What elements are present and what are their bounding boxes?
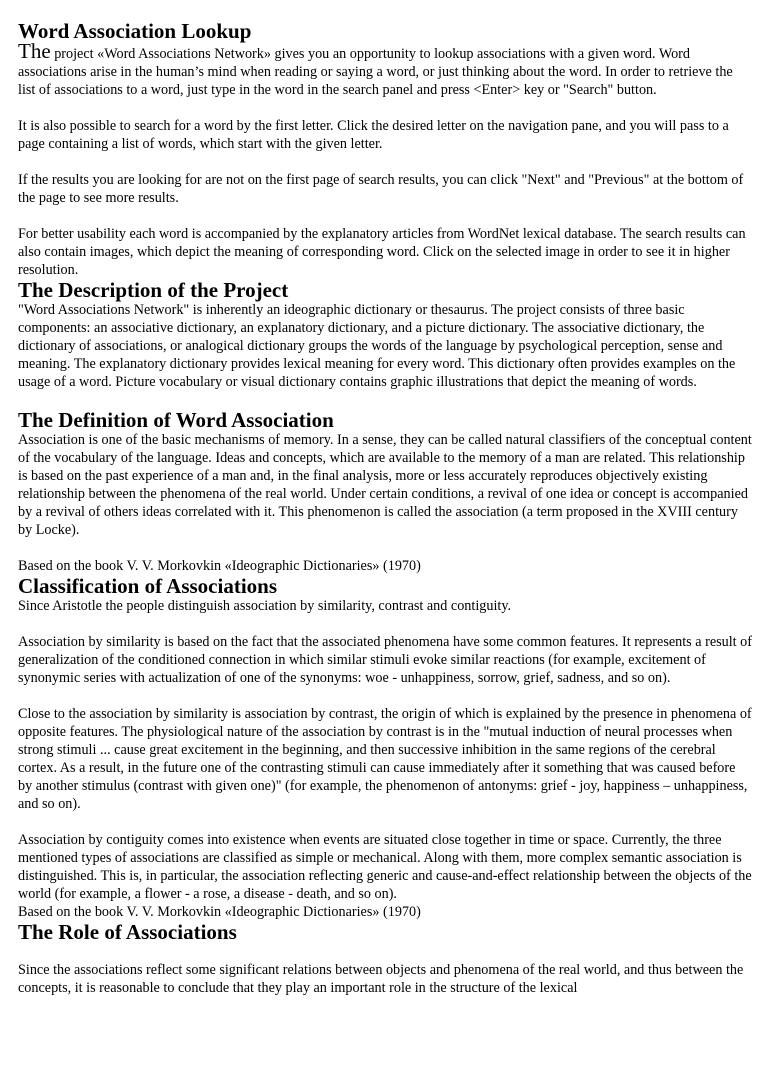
intro-paragraph [18, 39, 752, 99]
intro-paragraph-text: project «Word Associations Network» gives you an opportunity to lookup associations with a given word. Word associations arise in the human’s mind when reading or saying a word, or just thinking about the word. In order to retrieve the list of associations to a word, just type in the word in the search panel and press <Enter> key or "Search" button. [18, 46, 733, 98]
role-paragraph: Since the associations reflect some significant relations between objects and phenomena of the real world, and thus between the concepts, it is reasonable to conclude that they play an important role in the structure of the lexical [18, 962, 744, 996]
similarity-paragraph: Association by similarity is based on the fact that the associated phenomena have some common features. It represents a result of generalization of the conditioned connection in which similar stimuli evoke similar reactions (for example, excitement of synonymic series with actualization of one of the synonyms: woe - unhappiness, sorrow, grief, sadness, and so on). [18, 634, 752, 686]
section-heading-role: The Role of Associations [18, 920, 237, 944]
document-page [18, 20, 752, 997]
section-heading-word-association-lookup: Word Association Lookup [18, 19, 252, 43]
description-paragraph: "Word Associations Network" is inherently an ideographic dictionary or thesaurus. The project consists of three basic components: an associative dictionary, an explanatory dictionary, and a picture dictionary. The associative dictionary, the dictionary of associations, or analogical dictionary groups the words of the language by psychological perception, sense and meaning. The explanatory dictionary provides lexical meaning for every word. This dictionary often provides examples on the usage of a word. Picture vocabulary or visual dictionary contains graphic illustrations that depict the meaning of words. [18, 302, 736, 390]
section-heading-classification: Classification of Associations [18, 574, 278, 598]
section-heading-definition: The Definition of Word Association [18, 408, 334, 432]
intro-first-word: The [18, 39, 51, 63]
classification-source: Based on the book V. V. Morkovkin «Ideographic Dictionaries» (1970) [18, 904, 421, 920]
section-heading-description: The Description of the Project [18, 278, 289, 302]
definition-source: Based on the book V. V. Morkovkin «Ideographic Dictionaries» (1970) [18, 558, 421, 574]
search-by-letter-paragraph: It is also possible to search for a word by the first letter. Click the desired letter on the navigation pane, and you will pass to a page containing a list of words, which start with the given letter. [18, 118, 729, 152]
contrast-paragraph: Close to the association by similarity is association by contrast, the origin of which is explained by the presence in phenomena of opposite features. The physiological nature of the association by contrast is in the "mutual induction of neural processes when strong stimuli ... cause great excitement in the beginning, and then successive inhibition in the same regions of the cerebral cortex. As a result, in the future one of the contrasting stimuli can cause immediately after it something that was caused before by another stimulus (contrast with given one)" (for example, the phenomenon of antonyms: grief - joy, happiness – unhappiness, and so on). [18, 706, 752, 812]
classification-intro-paragraph: Since Aristotle the people distinguish association by similarity, contrast and contiguity. [18, 598, 512, 614]
usability-paragraph: For better usability each word is accompanied by the explanatory articles from WordNet lexical database. The search results can also contain images, which depict the meaning of corresponding word. Click on the selected image in order to see it in higher resolution. [18, 226, 746, 278]
definition-paragraph: Association is one of the basic mechanisms of memory. In a sense, they can be called natural classifiers of the conceptual content of the vocabulary of the language. Ideas and concepts, which are available to the memory of a man are related. This relationship is based on the past experience of a man and, in the final analysis, more or less accurately reproduces objectively existing relationship between the phenomena of the real world. Under certain conditions, a revival of one idea or concept is accompanied by a revival of others ideas correlated with it. This phenomenon is called the association (a term proposed in the XVIII century by Locke). [18, 432, 752, 538]
contiguity-paragraph: Association by contiguity comes into existence when events are situated close together in time or space. Currently, the three mentioned types of associations are classified as simple or mechanical. Along with them, more complex semantic association is distinguished. This is, in particular, the association reflecting generic and cause-and-effect relationship between the objects of the world (for example, a flower - a rose, a disease - death, and so on). [18, 832, 752, 902]
next-previous-paragraph: If the results you are looking for are not on the first page of search results, you can click "Next" and "Previous" at the bottom of the page to see more results. [18, 172, 744, 206]
